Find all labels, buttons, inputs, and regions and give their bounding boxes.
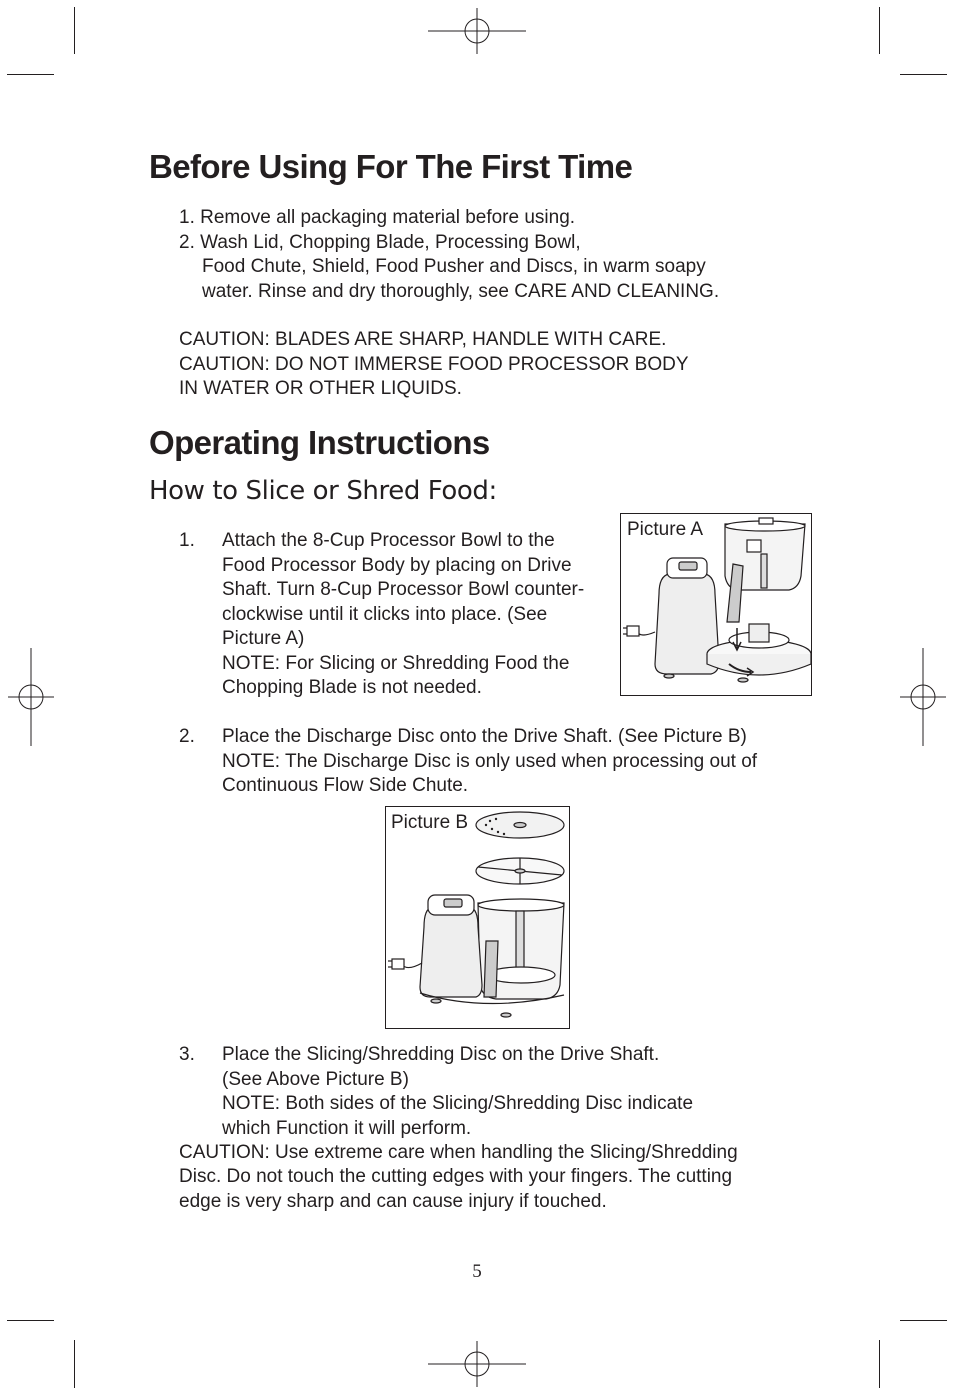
caution-immerse-cont: IN WATER OR OTHER LIQUIDS. [179,378,462,399]
picture-a [620,513,812,696]
first-time-step-2-cont-2: water. Rinse and dry thoroughly, see CARE AND CLEANING. [202,281,720,302]
step-3-line-1: Place the Slicing/Shredding Disc on the Drive Shaft. [222,1044,660,1065]
caution-blades: CAUTION: BLADES ARE SHARP, HANDLE WITH CARE. [179,329,667,350]
final-caution-line-3: edge is very sharp and can cause injury if touched. [179,1191,607,1212]
heading-operating-instructions: Operating Instructions [149,424,490,461]
registration-mark-right-icon [900,648,946,746]
final-caution-line-2: Disc. Do not touch the cutting edges with your fingers. The cutting [179,1166,733,1187]
step-3-line-2: (See Above Picture B) [222,1069,409,1090]
picture-b [385,806,570,1029]
step-1-line-1: Attach the 8-Cup Processor Bowl to the [222,530,555,551]
caution-immerse: CAUTION: DO NOT IMMERSE FOOD PROCESSOR BODY [179,354,689,375]
step-1-number: 1. [179,530,195,551]
first-time-step-2-cont-1: Food Chute, Shield, Food Pusher and Discs, in warm soapy [202,256,706,277]
step-2-line-3: Continuous Flow Side Chute. [222,775,469,796]
crop-mark-bottom-right-horizontal [900,1320,947,1321]
step-2-line-2: NOTE: The Discharge Disc is only used when processing out of [222,751,758,772]
step-1-line-4: clockwise until it clicks into place. (See [222,604,548,625]
step-2-line-1: Place the Discharge Disc onto the Drive Shaft. (See Picture B) [222,726,747,747]
crop-mark-bottom-left-vertical [74,1340,75,1388]
step-1-line-7: Chopping Blade is not needed. [222,677,482,698]
step-3-line-4: which Function it will perform. [222,1118,472,1139]
step-2-number: 2. [179,726,195,747]
crop-mark-top-right-horizontal [900,74,947,75]
final-caution-line-1: CAUTION: Use extreme care when handling the Slicing/Shredding [179,1142,738,1163]
picture-b-label: Picture B [391,812,469,833]
step-3-number: 3. [179,1044,195,1065]
step-1-line-2: Food Processor Body by placing on Drive [222,555,572,576]
discharge-disc-illustration [386,807,569,1028]
registration-mark-bottom-icon [428,1341,526,1387]
heading-before-first-use: Before Using For The First Time [149,148,633,185]
step-3-line-3: NOTE: Both sides of the Slicing/Shredding Disc indicate [222,1093,694,1114]
page-number: 5 [472,1261,482,1282]
step-1-line-3: Shaft. Turn 8-Cup Processor Bowl counter- [222,579,585,600]
picture-a-label: Picture A [627,519,704,540]
registration-mark-top-icon [428,8,526,54]
step-1-line-6: NOTE: For Slicing or Shredding Food the [222,653,570,674]
first-time-step-1: 1. Remove all packaging material before using. [179,207,576,228]
first-time-step-2: 2. Wash Lid, Chopping Blade, Processing Bowl, [179,232,581,253]
subheading-slice-shred: How to Slice or Shred Food: [149,476,497,506]
registration-mark-left-icon [8,648,54,746]
crop-mark-bottom-left-horizontal [7,1320,54,1321]
crop-mark-top-left-horizontal [7,74,54,75]
crop-mark-top-left-vertical [74,7,75,54]
step-1-line-5: Picture A) [222,628,305,649]
food-processor-bowl-attach-illustration [621,514,811,695]
crop-mark-top-right-vertical [879,7,880,54]
crop-mark-bottom-right-vertical [879,1340,880,1388]
